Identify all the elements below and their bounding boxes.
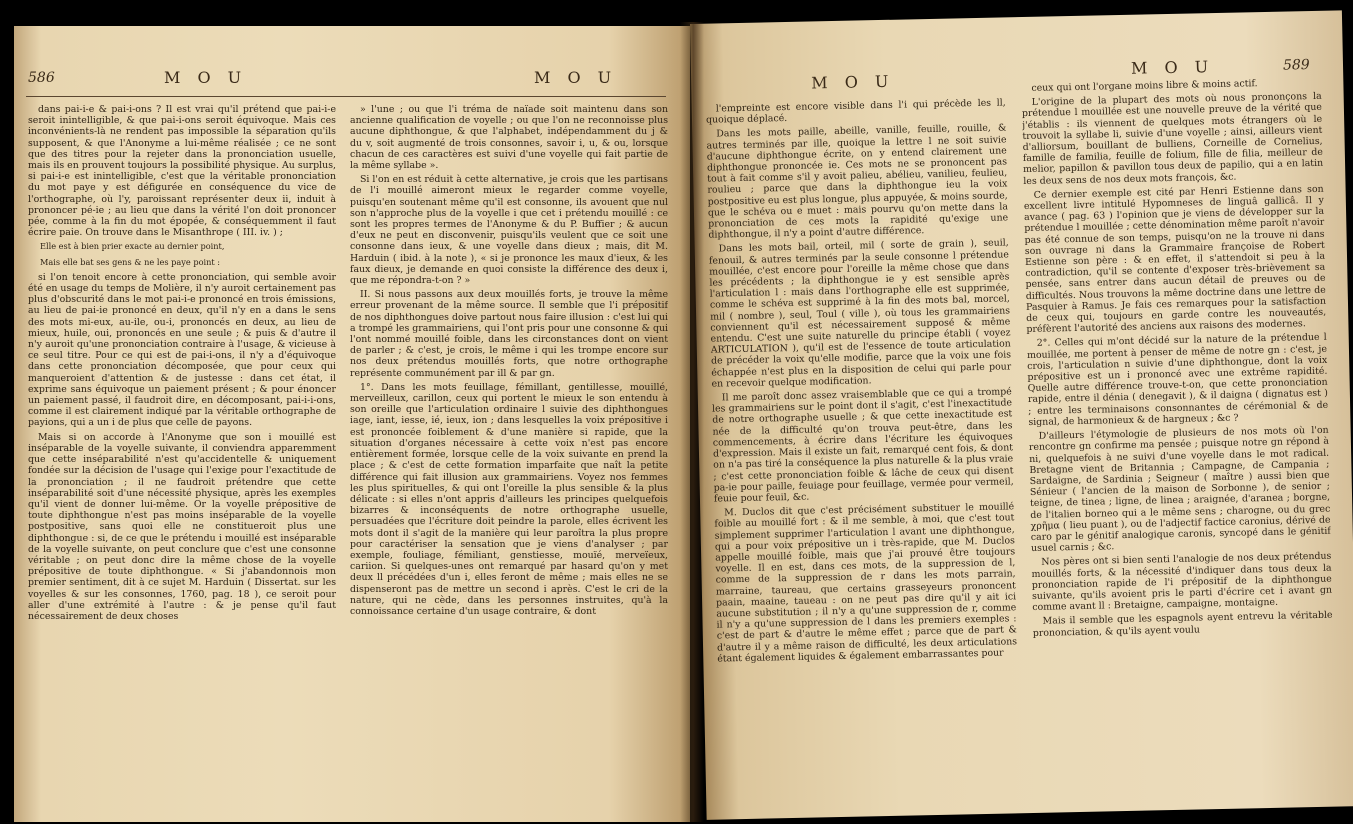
verse-line: Mais elle bat ses gens & ne les paye point : — [40, 256, 221, 267]
header-rule-left — [26, 96, 666, 97]
right-column-2 — [1021, 77, 1336, 799]
right-column-1 — [706, 97, 1021, 807]
running-head-right-col2: M O U — [1130, 57, 1215, 78]
running-head-left-col2: M O U — [534, 68, 618, 87]
left-page — [14, 26, 690, 822]
paragraph: Mais si on accorde à l'Anonyme que son i mouillé est inséparable de la voyelle suivante, il conviendra apparemment que cette inséparabilité n'est qu'accidentelle & uniquement fondée sur la décision de l'usage qui l'exige pour l'exactitude de la prononciation ; il ne faudroit prétendre que cette inséparabilité soit d'une nécessité physique, après les exemples qu'il vient de donner lui-même. Or la voyelle prépositive de toute diphthongue n'est pas moins inséparable de la voyelle postpositive, sans quoi elle ne constitueroit plus une diphthongue : si, de ce que le prétendu i mouillé est inséparable de la voyelle suivante, on peut conclure que c'est une consonne véritable ; on peut donc dire la même chose de la voyelle prépositive de toute diphthongue. « Si j'abandonnois mon premier sentiment, dit à ce sujet M. Harduin ( Dissertat. sur les voyelles & sur les consonnes, 1760, pag. 18 ), ce seroit pour aller d'une extrémité à l'autre : & je pense qu'il faut nécessairement de deux choses — [28, 431, 336, 622]
paragraph: II. Si nous passons aux deux mouillés forts, je trouve la même erreur provenant de la même source. Il semble que l'i prépositif de nos diphthongues doive partout nous faire illusion : c'est lui qui a trompé les grammairiens, qui l'ont pris pour une consonne & qui l'ont nommé mouillé foible, dans les circonstances dont on vient de parler ; & c'est, je crois, le même i qui les trompe encore sur nos deux prétendus mouillés forts, que notre orthographe représente communément par ill & par gn. — [350, 289, 668, 379]
paragraph: Dans les mots bail, orteil, mil ( sorte de grain ), seuil, fenouil, & autres terminés par la seule consonne l prétendue mouillée, c'est encore pour l'oreille la même chose que dans les précédents ; la diphthongue ie y est sensible après l'articulation l : mais dans l'orthographe elle est supprimée, comme le schéva est supprimé à la fin des mots bal, morcel, mil ( nombre ), seul, Toul ( ville ), où tous les grammairiens conviennent qu'il est nécessairement supposé & même entendu. C'est une suite naturelle du principe établi ( voyez ARTICULATION ), qu'il est de l'essence de toute articulation de précéder la voix qu'elle modifie, parce que la voix une fois échappée n'est plus en la disposition de celui qui parle pour en recevoir quelque modification. — [708, 237, 1012, 390]
paragraph: » l'une ; ou que l'i tréma de naïade soit maintenu dans son ancienne qualification de voyelle ; ou que l'on ne reconnoisse plus aucune diphthongue, & que l'alphabet, indépendamment du j & du v, soit augmenté de trois consonnes, savoir i, u, & ou, lorsque chacun de ces caractères est suivi d'une voyelle qui fait partie de la même syllabe ». — [350, 104, 668, 172]
paragraph: Mais il semble que les espagnols ayent entrevu la véritable prononciation, & qu'ils ayent voulu — [1032, 610, 1333, 639]
paragraph: M. Duclos dit que c'est précisément substituer le mouillé foible au mouillé fort : & il me semble, à moi, que c'est tout simplement supprimer l'articulation l avant une diphthongue, qui a pour voix prépositive un i très-rapide, que M. Duclos appelle mouillé foible, mais que j'ai prouvé être toujours voyelle. Il en est, dans ces mots, de la suppression de l, comme de la suppression de r dans les mots parrain, marraine, taureau, que certains grasseyeurs prononcent paain, maaine, taueau : on ne peut pas dire qu'il y ait ici aucune substitution ; il n'y a qu'une suppression de r, comme il n'y a qu'une suppression de l dans les premiers exemples : c'est de part & d'autre le même effet ; parce que de part & d'autre il y a même raison de difficulté, les deux articulations étant également liquides & également embarrassantes pour — [714, 501, 1018, 665]
paragraph: Ce dernier exemple est cité par Henri Estienne dans son excellent livre intitulé Hypomneses de linguâ gallicâ. Il y avance ( pag. 63 ) l'opinion que je viens de développer sur la prétendue l mouillée ; cette dénomination même paroît n'avoir pas été connue de son temps, puisqu'on ne la trouve ni dans son ouvrage ni dans la Grammaire françoise de Robert Estienne son père : & en effet, il s'attendoit si peu à la contradiction, qu'il se contente d'exposer très-brièvement sa pensée, sans entrer dans aucun détail de preuves ou de difficultés. Nous trouvons la même doctrine dans une lettre de Pasquier à Ramus. Je fais ces remarques pour la satisfaction de ceux qui, toujours en garde contre les nouveautés, préfèrent l'autorité des anciens aux raisons des modernes. — [1023, 183, 1327, 336]
book-gutter — [680, 22, 704, 822]
verse-line: Elle est à bien prier exacte au dernier point, — [40, 241, 225, 252]
right-page — [690, 10, 1353, 819]
paragraph: l'empreinte est encore visible dans l'i qui précède les ll, quoique déplacé. — [705, 97, 1006, 126]
page-number-right: 589 — [1282, 57, 1310, 74]
paragraph: L'origine de la plupart des mots où nous prononçons la prétendue l mouillée est une nouvelle preuve de la vérité que j'établis : ils viennent de quelques mots étrangers où le trouvoit la syllabe li, suivie d'une voyelle ; ainsi, ailleurs vient d'alliorsum, bouillant de bulliens, Corneille de Cornelius, famille de familia, feuille de folium, fille de filia, meilleur de melior, papillon & pavillon tous deux de papilio, qui a en latin les deux sens de nos deux mots françois, &c. — [1021, 90, 1324, 187]
left-column-1 — [28, 104, 336, 816]
paragraph: dans pai-i-e & pai-i-ons ? Il est vrai qu'il prétend que pai-i-e seroit inintelligible, & que pai-i-ons seroit équivoque. Mais ces inconvénients-là ne rendent pas impossible la séparation qu'ils supposent, & que l'Anonyme a lui-même réalisée ; ce ne sont que des titres pour la rejeter dans la prononciation usuelle, mais ils en prouvent toujours la possibilité physique. Au surplus, si pai-i-e est inintelligible, c'est que la véritable prononciation du mot paye y est défigurée en conséquence du vice de l'orthographe, où l'y, paroissant représenter deux ii, induit à prononcer pé-ie ; au lieu que dans la vérité l'on doit prononcer pée, comme à la fin du mot épopée, & conséquemment il faut écrire paie. On trouve dans le Misanthrope ( III. iv. ) ; — [28, 104, 336, 239]
running-head-left-col1: M O U — [164, 68, 248, 87]
paragraph: 2°. Celles qui m'ont décidé sur la nature de la prétendue l mouillée, me portent à penser de même de notre gn : c'est, je crois, l'articulation n suivie d'une diphthongue, dont la voix prépositive est un i prononcé avec une extrême rapidité. Quelle autre différence trouve-t-on, que cette prononciation rapide, entre il dénia ( denegavit ), & il daigna ( dignatus est ) ; entre les terminaisons consonnantes de cérémonial & de signal, de harmonieux & de hargneux ; &c ? — [1026, 332, 1329, 428]
running-head-right-col1: M O U — [811, 71, 895, 93]
paragraph: Il me paroît donc assez vraisemblable que ce qui a trompé les grammairiens sur le point dont il s'agit, c'est l'inexactitude de notre orthographe usuelle ; & que cette inexactitude est née de la difficulté qu'on trouva peut-être, dans les commencements, à écrire dans l'écriture les équivoques d'expression. Mais il existe un fait, remarqué cent fois, & dont on n'a pas tiré la conséquence la plus naturelle & la plus vraie ; c'est cette prononciation foible & lâche de ceux qui disent pa-ie pour paille, feuiage pour feuillage, vermée pour vermeil, feuie pour feuil, &c. — [711, 386, 1014, 505]
page-number-left: 586 — [28, 70, 55, 86]
paragraph: si l'on tenoit encore à cette prononciation, qui semble avoir été en usage du temps de Molière, il n'y auroit certainement pas plus d'obscurité dans le mot pai-i-e prononcé en trois émissions, au lieu de pai-ie prononcé en deux, qu'il n'y en a dans le sens des mots mi-eux, au-ile, ou-i, prononcés en deux, au lieu de mieux, huile, oui, prononcés en une seule ; & puis & d'autre il n'y auroit qu'une prononciation contraire à l'usage, & vicieuse à ce seul titre. Pour ce qui est de pai-i-ons, il n'y a d'équivoque dans cette prononciation décomposée, que pour ceux qui manqueroient d'attention & de justesse : dans cet état, il exprime sans équivoque un paiement présent ; & pour énoncer un paiement passé, il faudroit dire, en décomposant, pai-i-i-ons, comme il est clairement indiqué par la véritable orthographe de payions, qui a un i de plus que celle de payons. — [28, 271, 336, 429]
paragraph: Nos pères ont si bien senti l'analogie de nos deux prétendus mouillés forts, & la nécessité d'indiquer dans tous deux la prononciation rapide de l'i prépositif de la diphthongue suivante, qu'ils avoient pris le parti d'écrire cet i avant gn comme avant ll : Bretaigne, campaigne, montaigne. — [1031, 551, 1333, 614]
paragraph: ceux qui ont l'organe moins libre & moins actif. — [1031, 78, 1258, 94]
paragraph: Si l'on en est réduit à cette alternative, je crois que les partisans de l'i mouillé aimeront mieux le regarder comme voyelle, puisqu'en soutenant même qu'il est consonne, ils avouent que nul son n'approche plus de la voyelle i que cet i prétendu mouillé : ce sont les propres termes de l'Anonyme & du P. Buffier ; & aucun d'eux ne peut en disconvenir, puisqu'ils veulent que ce soit une consonne dans ieux, & une voyelle dans dieux ; mais, dit M. Harduin ( ibid. à la note ), « si je prononce les maux d'ieux, & les faux dieux, je demande en quoi consiste la différence des deux i, que me répondra-t-on ? » — [350, 174, 668, 287]
left-column-2 — [350, 104, 668, 816]
paragraph: D'ailleurs l'étymologie de plusieurs de nos mots où l'on rencontre gn confirme ma pensée ; puisque notre gn répond à ni, quelquefois à ne suivi d'une voyelle dans le mot radical. Bretagne vient de Britannia ; Campagne, de Campania ; Sardaigne, de Sardinia ; Seigneur ( maître ) aussi bien que Sénieur ( l'ancien de la maison de Sorbonne ), de senior ; teigne, de tinea ; ligne, de linea ; araignée, d'aranea ; borgne, de l'italien borneo qui a le même sens ; charogne, ou du grec χρῆμα ( lieu puant ), ou de l'adjectif factice caronius, dérivé de caro par le génitif analogique caronis, syncopé dans le génitif usuel carnis ; &c. — [1028, 424, 1331, 555]
paragraph: 1°. Dans les mots feuillage, fémillant, gentillesse, mouillé, merveilleux, carillon, ceux qui portent le mieux le son entendu à son oreille que l'articulation ordinaire l suivie des diphthongues iage, iant, iesse, ié, ieux, ion ; dans lesquelles la voix prépositive i est prononcée foiblement & d'une manière si rapide, que la situation d'organes nécessaire à cette voix n'est pas encore entièrement formée, lorsque celle de la voix suivante en prend la place ; & c'est de cette formation imparfaite que naît la petite différence qui fait illusion aux grammairiens. Voyez nos femmes les plus spirituelles, & qui ont l'oreille la plus sensible & la plus délicate : si elles n'ont appris d'ailleurs les principes quelquefois bizarres & inconséquents de notre orthographe usuelle, persuadées que l'écriture doit peindre la parole, elles écrivent les mots dont il s'agit de la manière qui leur paroîtra la plus propre pour caractériser la sensation que je viens d'analyser ; par exemple, fouliage, fémiliant, genstiesse, mouïé, merveïeux, cariion. Si quelques-unes ont remarqué par hasard qu'on y met deux ll précédées d'un i, elles feront de même ; mais elles ne se dispenseront pas de mettre un second i après. C'est le cri de la nature, qui ne cède, dans les personnes instruites, qu'à la connoissance certaine d'un usage contraire, & dont — [350, 381, 668, 617]
paragraph: Dans les mots paille, abeille, vanille, feuille, rouille, & autres terminés par ille, quoique la lettre l ne soit suivie d'aucune diphthongue écrite, on y entend clairement une diphthongue prononcée ie. Ces mots ne se prononcent pas tout à fait comme s'il y avoit palieu, abélieu, vanilieu, feulieu, roulieu ; parce que dans la diphthongue ieu la voix postpositive eu est plus longue, plus appuyée, & moins sourde, que le schéva ou e muet : mais pourvu qu'on mette dans la prononciation de ces mots la rapidité qu'exige une diphthongue, il n'y a point d'autre différence. — [706, 122, 1009, 241]
